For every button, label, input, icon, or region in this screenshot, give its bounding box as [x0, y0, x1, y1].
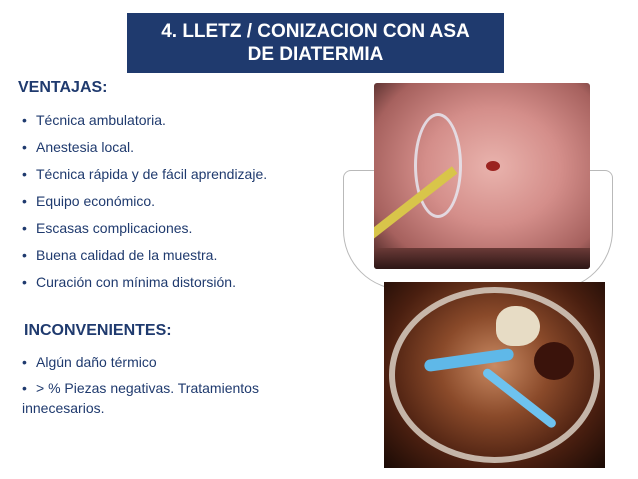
list-item	[22, 272, 267, 299]
colposcopy-photo	[374, 83, 590, 269]
dark-tissue	[534, 342, 574, 380]
list-item	[22, 245, 267, 272]
list-item-text: Técnica ambulatoria.	[36, 112, 166, 128]
bullet: •	[22, 247, 27, 263]
list-item-text: Anestesia local.	[36, 139, 135, 155]
bullet: •	[22, 274, 27, 290]
list-item-text: Técnica rápida y de fácil aprendizaje.	[36, 166, 268, 182]
bullet: •	[22, 220, 27, 236]
list-item	[22, 164, 267, 191]
cervical-os	[486, 161, 500, 171]
advantages-list	[22, 110, 267, 299]
diathermy-loop-photo	[384, 282, 605, 468]
speculum-shape	[414, 113, 462, 218]
list-item-text: > % Piezas negativas. Tratamientos innecesarios.	[22, 380, 259, 416]
list-item-text: Equipo económico.	[36, 193, 156, 209]
list-item	[22, 378, 312, 418]
slide-title-line-2: DE DIATERMIA	[247, 44, 384, 65]
disadvantages-heading: INCONVENIENTES:	[24, 322, 172, 339]
photo-shadow	[374, 248, 590, 269]
bullet: •	[22, 112, 27, 128]
list-item	[22, 191, 267, 218]
list-item-text: Buena calidad de la muestra.	[36, 247, 218, 263]
bullet: •	[22, 193, 27, 209]
slide-title-line-1: 4. LLETZ / CONIZACION CON ASA	[161, 21, 470, 42]
list-item	[22, 110, 267, 137]
list-item	[22, 218, 267, 245]
slide-title	[127, 13, 504, 73]
list-item-text: Escasas complicaciones.	[36, 220, 193, 236]
list-item-text: Algún daño térmico	[36, 354, 157, 370]
bullet: •	[22, 166, 27, 182]
advantages-heading: VENTAJAS:	[18, 79, 108, 96]
list-item	[22, 137, 267, 164]
disadvantages-list	[22, 352, 312, 424]
excised-tissue	[496, 306, 540, 346]
bullet: •	[22, 139, 27, 155]
bullet: •	[22, 354, 27, 370]
bullet: •	[22, 380, 27, 396]
list-item-text: Curación con mínima distorsión.	[36, 274, 236, 290]
list-item	[22, 352, 312, 372]
